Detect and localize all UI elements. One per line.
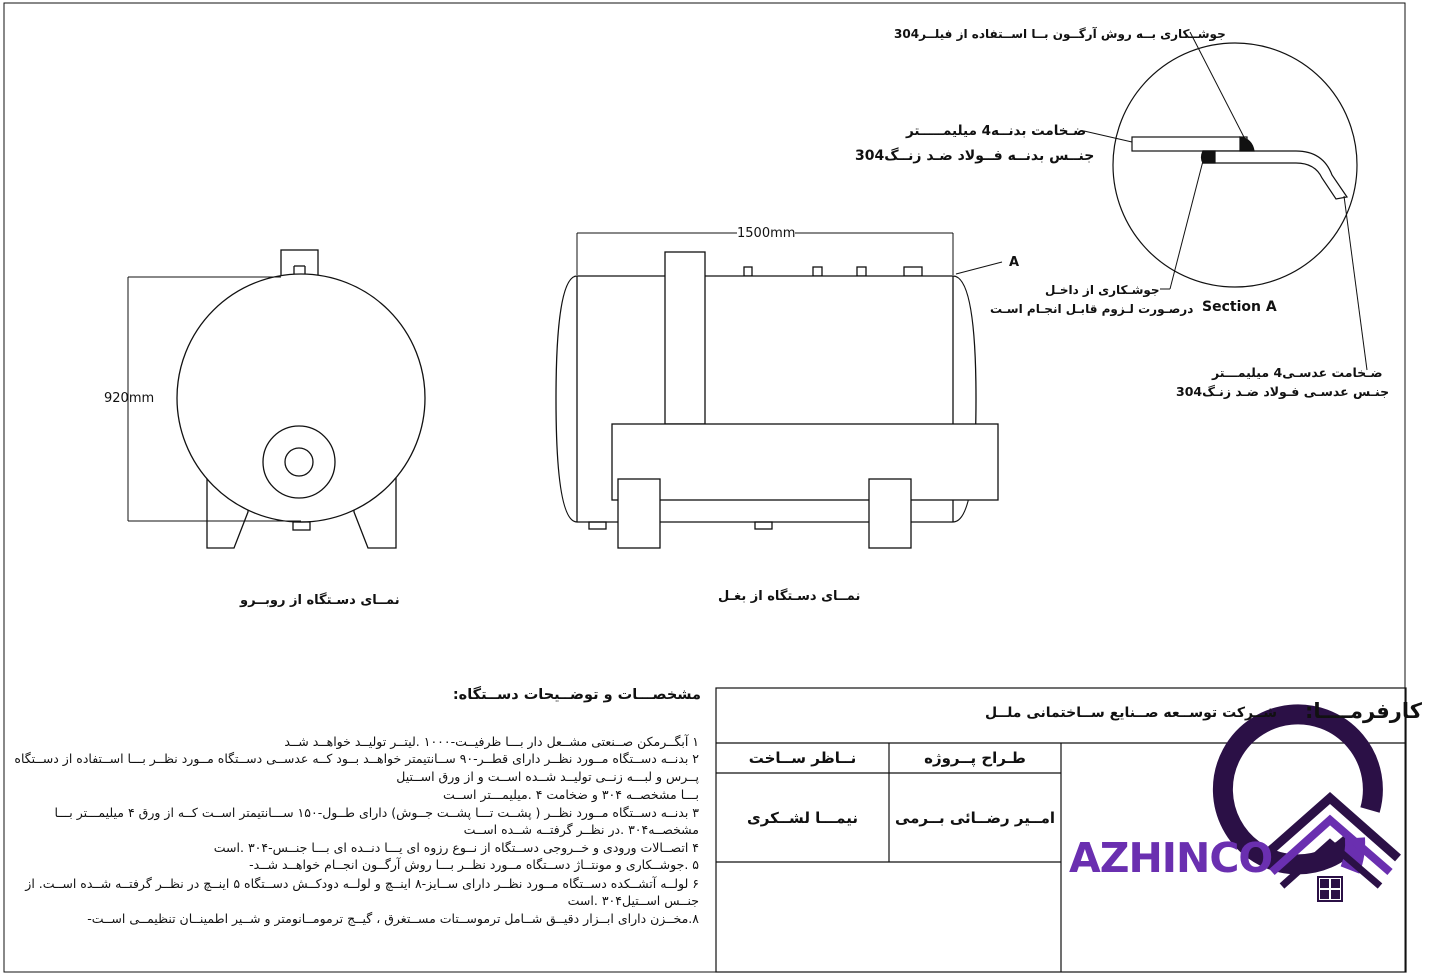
section-a-head-plate xyxy=(1203,151,1347,199)
front-view xyxy=(128,250,425,548)
section-a-shell-plate xyxy=(1132,137,1247,151)
side-outlet-left xyxy=(589,522,606,529)
side-nozzle-3 xyxy=(857,267,866,276)
specs-line: مشخصــه۳۰۴ .در نظــر گرفتــه شــده اســت xyxy=(463,822,699,837)
front-drain xyxy=(293,522,310,530)
supervisor-name: نیمـــا لشــکری xyxy=(747,808,858,827)
designer-name: امــیر رضــائی بــرمی xyxy=(894,808,1056,827)
front-dimension-label: 920mm xyxy=(104,391,155,406)
section-a-weld-note: جوشــکاری بــه روش آرگــون بــا اســتفاده از فیلــر304 xyxy=(894,27,1226,41)
section-a-outer-weld xyxy=(1240,137,1254,151)
section-marker-a: A xyxy=(1009,255,1020,270)
side-nozzle-4 xyxy=(904,267,922,276)
section-a-inner-weld-1: جوشـکاری از داخـل xyxy=(1045,283,1160,297)
section-a-inner-weld-2: درصـورت لـزوم قابـل انجـام اسـت xyxy=(990,302,1194,316)
section-a-leader xyxy=(956,262,1002,274)
section-a-shell-thickness: ضـخامت بدنــه4 میلیمـــــتر xyxy=(906,123,1087,139)
section-a-title: Section A xyxy=(1202,299,1277,315)
leader-inner-weld xyxy=(1170,157,1204,289)
specs-line: بـــا مشخصــه ۳۰۴ و ضخامت ۴ .میلیمـــتر اســت xyxy=(442,787,699,802)
section-a-detail xyxy=(1084,32,1367,370)
specs-line: ۵ .جوشــکاری و مونتــاژ دســتگاه مــورد نظــر بـــا روش آرگــون انجــام خواهــد شــد- xyxy=(249,857,699,872)
leader-shell xyxy=(1084,131,1132,142)
specs-line: ۶ لولــه آتشــکده دســتگاه مــورد نظــر دارای ســایز-۸ اینــچ و لولــه دودکــش دســتگاه ۵ اینــچ در نظــر گرفتــه شــده اســت. از xyxy=(25,876,699,891)
logo-text: AZHINCO xyxy=(1069,834,1273,882)
supervisor-label: نــاظر ســاخت xyxy=(748,749,857,767)
section-a-shell-material: جنــس بدنــه فــولاد ضـد زنــگ304 xyxy=(855,148,1095,164)
side-view xyxy=(556,233,1002,548)
side-saddle-left xyxy=(618,479,660,548)
side-chimney xyxy=(665,252,705,424)
side-outlet-mid xyxy=(755,522,772,529)
specs-line: ۴ اتصــالات ورودی و خــروجی دســتگاه از نــوع رزوه ای یـــا دنــده ای بـــا جنــس-۳۰۴ .است xyxy=(213,840,699,855)
front-tank-circle xyxy=(177,274,425,522)
leader-head xyxy=(1344,196,1367,370)
side-nozzle-1 xyxy=(744,267,752,276)
specs-line: ۲ بدنــه دســتگاه مــورد نظــر دارای قطــر-۹۰ ســانتیمتر خواهــد بــود کــه عدســی دســتگاه مــورد نظــر بـــا اســتفاده از دســتگاه xyxy=(14,751,699,766)
specs-line: پــرس و لبـــه زنــی تولیــد شــده اســت و از ورق اســتیل xyxy=(396,769,699,784)
specs-line: ۱ آبگــرمکن صــنعتی مشــعل دار بـــا ظرفیــت-۱۰۰۰ .لیتــر تولیــد خواهــد شــد xyxy=(284,734,699,749)
designer-label: طـراح پــروژه xyxy=(924,749,1026,767)
side-nozzle-2 xyxy=(813,267,822,276)
section-a-head-thickness: ضـخامت عدسـی4 میلیمـــتر xyxy=(1212,365,1383,380)
section-a-head-material: جنـس عدسـی فـولاد ضـد زنـگ304 xyxy=(1176,384,1390,399)
side-fire-tube xyxy=(612,424,998,500)
specs-heading: مشخصـــات و توضــیحات دســتگاه: xyxy=(452,687,701,703)
side-saddle-right xyxy=(869,479,911,548)
side-dimension-label: 1500mm xyxy=(737,226,796,241)
side-view-caption: نمــای دسـتگاه از بغـل xyxy=(718,589,861,604)
front-top-nozzle xyxy=(281,250,318,277)
front-view-caption: نمــای دسـتگاه از روبــرو xyxy=(240,593,400,608)
client-label: کارفرمــــا: xyxy=(1305,699,1422,723)
leader-weld-argon xyxy=(1190,32,1247,143)
specs-line: ۳ بدنــه دســتگاه مــورد نظــر ( پشــت تـــا پشــت جــوش) دارای طــول-۱۵۰ ســـانتیمتر اســت کــه از ورق ۴ میلیمـــتر بـــا xyxy=(54,805,699,820)
specs-line: ۸.مخــزن دارای ابــزار دقیــق شــامل ترموســتات مســتغرق ، گیــج ترمومــانومتر و شــیر اطمینــان تنظیمــی اســت- xyxy=(87,911,699,926)
specs-line: جنــس اســتیل۳۰۴ .است xyxy=(567,893,699,908)
client-name: شــرکت توســعه صــنایع ســاختمانی ملــل xyxy=(985,705,1278,721)
